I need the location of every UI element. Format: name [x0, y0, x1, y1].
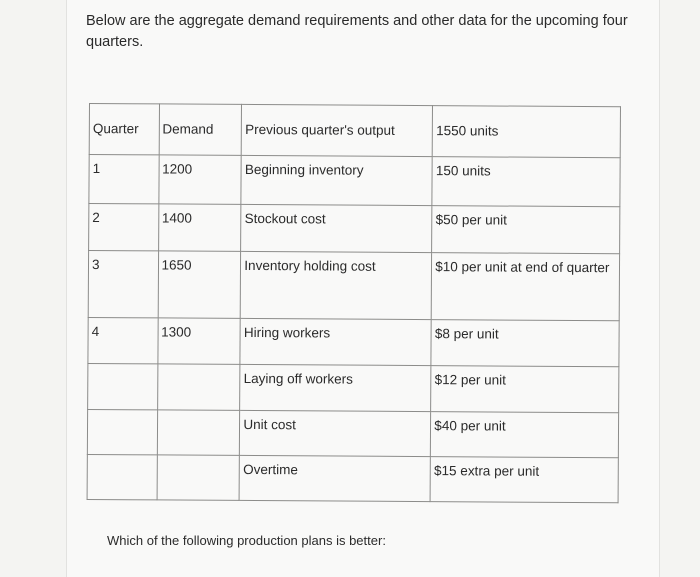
parameter-label-cell: Beginning inventory — [241, 155, 432, 205]
parameter-value-cell: $12 per unit — [431, 366, 619, 413]
parameter-label-cell: Overtime — [239, 455, 430, 501]
parameter-value-cell: $10 per unit at end of quarter — [431, 253, 619, 321]
table-row — [88, 251, 619, 321]
parameter-value-cell: $40 per unit — [431, 412, 619, 458]
quarter-cell — [87, 454, 157, 499]
demand-cell: 1650 — [158, 251, 241, 319]
intro-paragraph: Below are the aggregate demand requirements and other data for the upcoming four quarters. — [86, 13, 628, 50]
parameter-label-cell: Hiring workers — [240, 318, 431, 365]
parameter-value-cell: 150 units — [432, 157, 620, 207]
quarter-cell: 3 — [88, 251, 158, 318]
parameter-value-cell: $8 per unit — [431, 320, 619, 367]
header-demand: Demand — [159, 104, 242, 156]
parameter-label-cell: Unit cost — [240, 410, 431, 456]
parameter-value-cell: $15 extra per unit — [430, 457, 618, 503]
header-quarter: Quarter — [89, 104, 159, 155]
demand-cell: 1200 — [158, 155, 241, 205]
parameter-value-cell: $50 per unit — [432, 206, 620, 254]
quarter-cell — [87, 409, 157, 454]
header-previous-output-value: 1550 units — [432, 106, 620, 158]
question-text: Which of the following production plans is better: — [107, 533, 386, 548]
quarter-cell: 4 — [88, 317, 158, 363]
table-row — [87, 454, 618, 502]
parameter-label-cell: Stockout cost — [241, 204, 432, 252]
header-previous-output-label: Previous quarter's output — [242, 104, 433, 156]
table-row — [89, 204, 620, 254]
demand-cell — [157, 410, 240, 456]
table-row — [88, 363, 619, 412]
demand-cell — [157, 455, 240, 501]
table-row — [88, 317, 619, 366]
demand-cell — [157, 364, 240, 411]
quarter-cell: 1 — [89, 155, 159, 204]
demand-cell: 1400 — [158, 204, 241, 252]
demand-cell: 1300 — [157, 318, 240, 365]
table-row — [87, 409, 618, 457]
quarter-cell — [88, 363, 158, 409]
parameter-label-cell: Inventory holding cost — [241, 251, 432, 319]
data-table — [87, 103, 621, 503]
parameter-label-cell: Laying off workers — [240, 364, 431, 411]
table-row — [89, 155, 620, 207]
quarter-cell: 2 — [89, 204, 159, 251]
table-header-row — [89, 104, 620, 158]
